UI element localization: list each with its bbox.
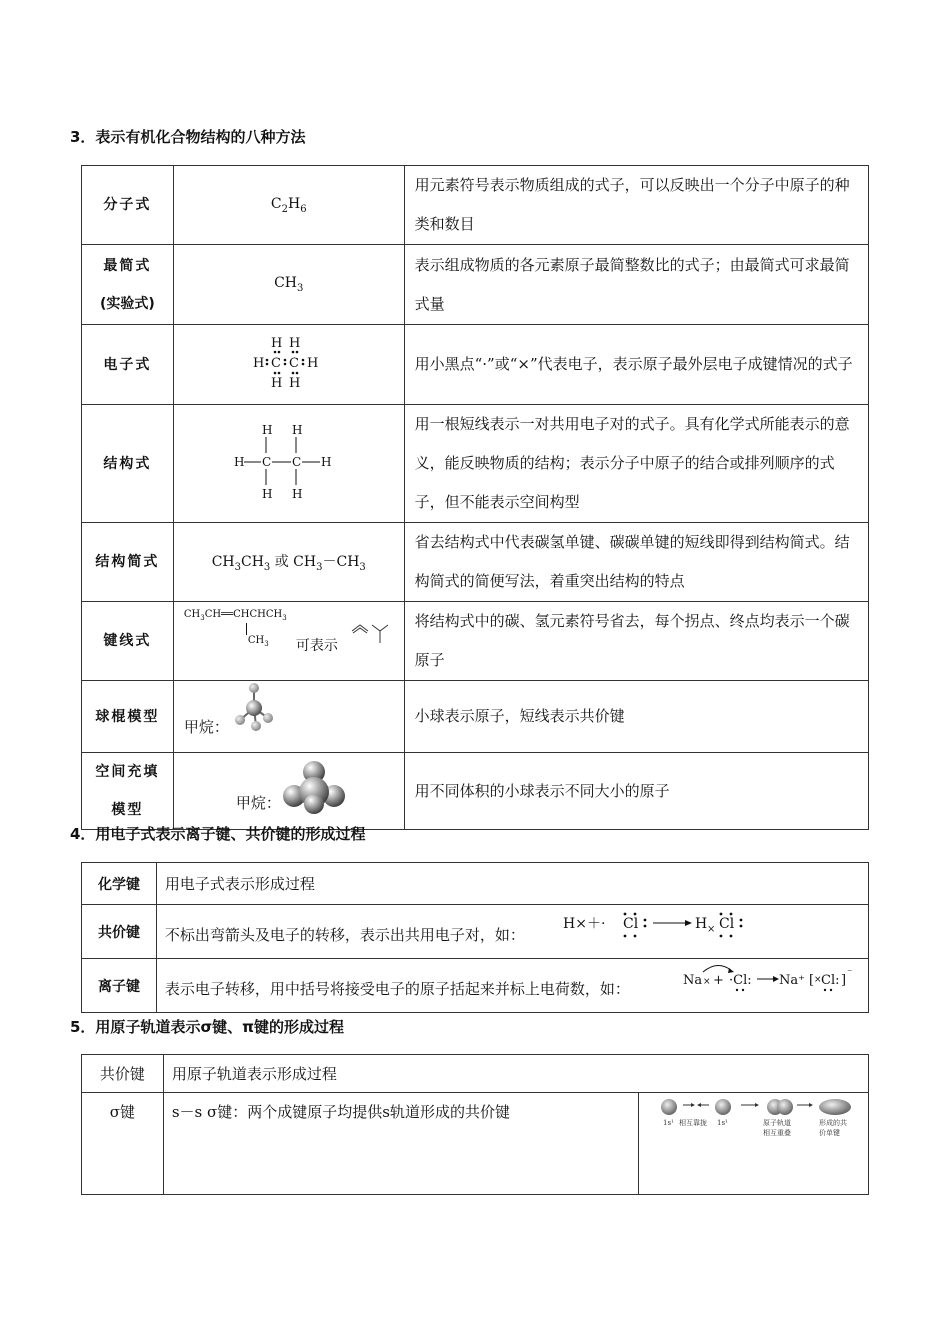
svg-text:H: H [270,335,283,351]
molecular-formula: $C_2H_6$ [173,166,404,245]
svg-text:H: H [261,422,273,437]
ball-stick-cell [173,681,404,753]
orbital-label: 相互重叠 [762,1129,791,1137]
header-col2: 用原子轨道表示形成过程 [163,1055,868,1093]
nacl-ionic-formation-icon [681,960,861,1012]
row-name [82,245,174,325]
row-desc: 小球表示原子，短线表示共价键 [404,681,868,753]
svg-text:[: [ [808,972,814,988]
condensed-formula: $CH_3CH_3$ 或 $CH_3-CH_3$ [173,523,404,602]
svg-text:Cl: Cl [718,915,735,932]
svg-text:C: C [291,454,301,469]
row-name: σ键 [82,1093,164,1195]
s-s-sigma-bond-icon [639,1093,867,1153]
row-name: 键线式 [82,602,174,681]
covalent-row [156,905,868,959]
skeletal-main: $CH_3CH══CHCHCH_3$ [183,609,287,622]
row-desc: 将结构式中的碳、氢元素符号省去，每个拐点、终点均表示一个碳原子 [404,602,868,681]
row-name-line1: 空间充填 [95,764,160,780]
row-name: 分子式 [82,166,174,245]
orbital-label: 价单键 [818,1129,840,1137]
bond-formation-table [81,862,869,1013]
row-desc: 表示组成物质的各元素原子最简整数比的式子；由最简式可求最简式量 [404,245,868,325]
row-desc: 不标出弯箭头及电子的转移，表示出共用电子对，如： [164,925,525,944]
row-name-line2: (实验式) [100,295,155,312]
space-filling-cell [173,753,404,830]
svg-text:H: H [291,486,303,501]
section-3-title: 3．表示有机化合物结构的八种方法 [70,128,306,146]
ionic-row [156,959,868,1013]
svg-text:H: H [261,486,273,501]
row-name [82,753,174,830]
skeletal-line-icon [350,619,400,649]
section-4-title: 4．用电子式表示离子键、共价键的形成过程 [70,825,366,843]
skeletal-tail: 可表示 [295,638,338,654]
row-name: 结构式 [82,405,174,523]
hcl-covalent-formation-icon [561,906,761,958]
row-name-line2: 模型 [111,802,144,818]
row-desc: 省去结构式中代表碳氢单键、碳碳单键的短线即得到结构简式。结构简式的简便写法，着重突出结构的特点 [404,523,868,602]
methane-label: 甲烷： [183,717,229,736]
orbital-label: 1s¹ [662,1119,674,1127]
svg-text:H: H [288,335,301,351]
svg-text:Cl:: Cl: [820,972,840,988]
section-5-title: 5．用原子轨道表示σ键、π键的形成过程 [70,1018,344,1036]
row-desc: 用小黑点“·”或“×”代表电子，表示原子最外层电子成键情况的式子 [404,325,868,405]
svg-text:C: C [261,454,271,469]
svg-text:]: ] [840,972,846,988]
svg-text:Na⁺: Na⁺ [778,972,805,988]
svg-text:·Cl:: ·Cl: [728,972,752,988]
orbital-table [81,1054,869,1195]
row-name: 球棍模型 [82,681,174,753]
ball-stick-methane-icon [234,682,294,734]
svg-text:H: H [288,375,301,391]
svg-text:×: × [813,974,822,985]
orbital-label: 相互靠拢 [678,1119,707,1127]
row-desc: 用不同体积的小球表示不同大小的原子 [404,753,868,830]
branch-line [246,623,247,635]
svg-text:C: C [270,355,281,371]
row-name: 结构简式 [82,523,174,602]
svg-text:Cl: Cl [622,915,639,932]
row-desc: 用元素符号表示物质组成的式子，可以反映出一个分子中原子的种类和数目 [404,166,868,245]
orbital-label: 原子轨道 [762,1119,791,1127]
svg-text:H: H [306,355,319,371]
orbital-label: 形成的共 [818,1119,847,1127]
structure-methods-table [81,165,869,830]
row-name: 共价键 [82,905,157,959]
svg-text:×: × [702,976,711,987]
row-name-line1: 最简式 [103,257,152,274]
svg-text:C: C [288,355,299,371]
electron-dot-icon [249,333,329,393]
svg-text:H×＋·: H×＋· [562,915,606,932]
row-desc: 表示电子转移，用中括号将接受电子的原子括起来并标上电荷数，如： [164,979,630,998]
space-filling-methane-icon [282,760,346,816]
skeletal-branch: $CH_3$ [247,635,269,648]
header-col1: 共价键 [82,1055,164,1093]
svg-text:H: H [694,915,708,932]
svg-text:H: H [291,422,303,437]
svg-text:+: + [712,972,724,988]
skeletal-formula-cell [173,602,404,681]
empirical-formula: $CH_3$ [173,245,404,325]
structural-formula-icon [234,422,344,502]
svg-text:H: H [233,454,245,469]
orbital-image-cell [638,1093,868,1195]
svg-text:Na: Na [682,972,703,988]
svg-text:⁻: ⁻ [846,967,853,979]
electron-formula-image [173,325,404,405]
methane-label: 甲烷： [235,794,281,812]
header-col1: 化学键 [82,863,157,905]
row-name: 电子式 [82,325,174,405]
svg-text:H: H [270,375,283,391]
row-desc: s－s σ键：两个成键原子均提供s轨道形成的共价键 [163,1093,638,1195]
row-desc: 用一根短线表示一对共用电子对的式子。具有化学式所能表示的意义，能反映物质的结构；表示分子中原子的结合或排列顺序的式子，但不能表示空间构型 [404,405,868,523]
svg-text:H: H [252,355,265,371]
structural-formula-image [173,405,404,523]
svg-text:H: H [320,454,332,469]
row-name: 离子键 [82,959,157,1013]
header-col2: 用电子式表示形成过程 [156,863,868,905]
svg-text:×: × [706,923,716,935]
orbital-label: 1s¹ [716,1119,728,1127]
